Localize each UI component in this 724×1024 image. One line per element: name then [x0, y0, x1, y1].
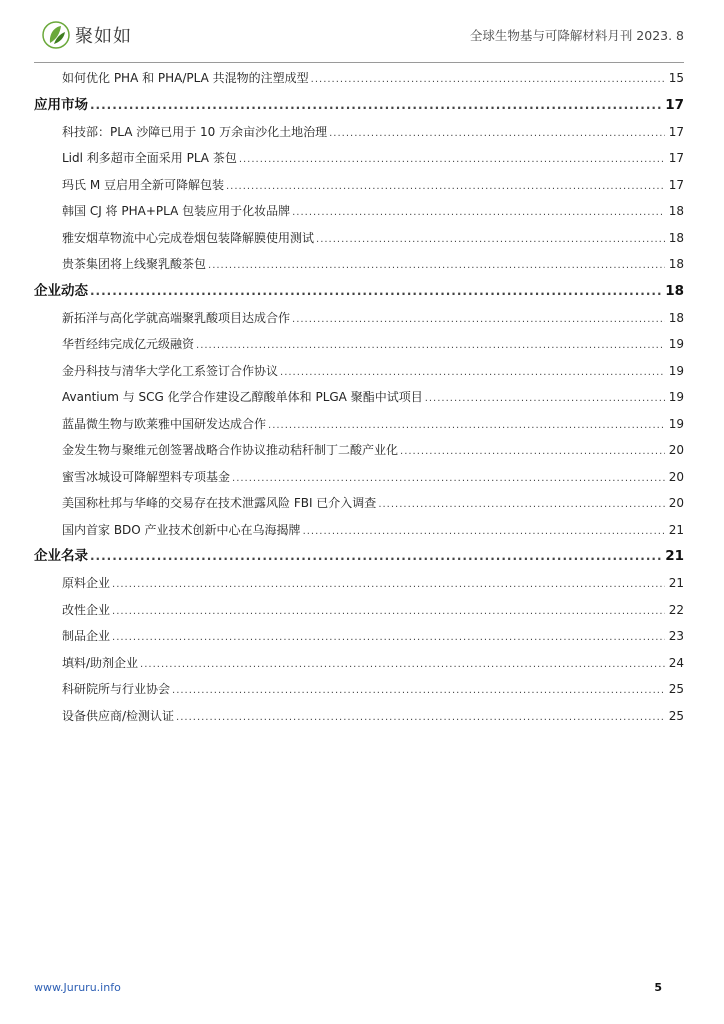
- dot-leader: [239, 149, 665, 171]
- toc-page-number: 18: [668, 230, 684, 245]
- dot-leader: [400, 441, 665, 463]
- toc-page-number: 17: [668, 177, 684, 192]
- dot-leader: [176, 707, 665, 729]
- toc-entry-title: 贵茶集团将上线聚乳酸茶包: [62, 253, 208, 275]
- dot-leader: [90, 280, 661, 302]
- dot-leader: [292, 309, 665, 331]
- toc-entry-title: 金丹科技与清华大学化工系签订合作协议: [62, 360, 280, 382]
- toc-entry-title: 金发生物与聚维元创签署战略合作协议推动秸秆制丁二酸产业化: [62, 439, 400, 461]
- toc-entry-title: 如何优化 PHA 和 PHA/PLA 共混物的注塑成型: [62, 67, 311, 89]
- toc-entry-title: 玛氏 M 豆启用全新可降解包装: [62, 174, 226, 196]
- toc-page-number: 18: [668, 310, 684, 325]
- toc-entry[interactable]: [34, 492, 684, 519]
- toc-page-number: 25: [668, 682, 684, 696]
- toc-entry-title: 原料企业: [62, 572, 112, 594]
- toc-entry[interactable]: [34, 519, 684, 546]
- toc-page-number: 19: [668, 363, 684, 378]
- toc-entry-title: Lidl 利多超市全面采用 PLA 茶包: [62, 147, 239, 169]
- toc-entry[interactable]: [34, 253, 684, 280]
- toc-page-number: 17: [668, 151, 684, 165]
- toc-section-heading[interactable]: [34, 94, 684, 121]
- dot-leader: [112, 574, 665, 596]
- page-header: [34, 16, 684, 63]
- toc-page-number: 19: [668, 390, 684, 404]
- toc-page-number: 21: [668, 522, 684, 537]
- dot-leader: [90, 94, 661, 116]
- toc-entry-title: 设备供应商/检测认证: [62, 705, 176, 727]
- dot-leader: [112, 601, 665, 623]
- toc-page-number: 23: [668, 629, 684, 643]
- toc-entry[interactable]: [34, 147, 684, 174]
- dot-leader: [303, 521, 665, 543]
- toc-entry[interactable]: [34, 67, 684, 94]
- toc-entry[interactable]: [34, 360, 684, 387]
- toc-entry[interactable]: [34, 678, 684, 705]
- toc-entry-title: 科研院所与行业协会: [62, 678, 172, 700]
- toc-page-number: 19: [668, 416, 684, 431]
- toc-entry[interactable]: [34, 705, 684, 732]
- dot-leader: [90, 545, 661, 567]
- dot-leader: [112, 627, 665, 649]
- toc-entry-title: 华哲经纬完成亿元级融资: [62, 333, 196, 355]
- toc-entry[interactable]: [34, 386, 684, 413]
- dot-leader: [378, 494, 664, 516]
- toc-entry[interactable]: [34, 121, 684, 148]
- toc-entry[interactable]: [34, 599, 684, 626]
- toc-page-number: 21: [668, 576, 684, 590]
- toc-entry-title: 新拓洋与高化学就高端聚乳酸项目达成合作: [62, 307, 292, 329]
- leaf-logo-icon: [41, 20, 71, 50]
- toc-entry[interactable]: [34, 466, 684, 493]
- toc-section-title: 企业名录: [34, 545, 90, 567]
- toc-entry[interactable]: [34, 333, 684, 360]
- toc-section-title: 应用市场: [34, 94, 90, 116]
- toc-page-number: 25: [668, 708, 684, 723]
- website-link[interactable]: www.Jururu.info: [34, 981, 121, 994]
- dot-leader: [311, 69, 665, 91]
- toc-page-number: 22: [668, 602, 684, 617]
- logo: [41, 20, 132, 50]
- toc-entry-title: 制品企业: [62, 625, 112, 647]
- toc-entry-title: Avantium 与 SCG 化学合作建设乙醇酸单体和 PLGA 聚酯中试项目: [62, 386, 425, 408]
- toc-entry-title: 国内首家 BDO 产业技术创新中心在乌海揭牌: [62, 519, 303, 541]
- toc-entry-title: 韩国 CJ 将 PHA+PLA 包装应用于化妆品牌: [62, 200, 292, 222]
- toc-section-title: 企业动态: [34, 280, 90, 302]
- toc-entry-title: 改性企业: [62, 599, 112, 621]
- toc-entry-title: 雅安烟草物流中心完成卷烟包装降解膜使用测试: [62, 227, 316, 249]
- toc-section-heading[interactable]: [34, 280, 684, 307]
- toc-entry-title: 填料/助剂企业: [62, 652, 140, 674]
- toc-entry-title: 美国称杜邦与华峰的交易存在技术泄露风险 FBI 已介入调查: [62, 492, 378, 514]
- toc-page-number: 20: [668, 496, 684, 510]
- dot-leader: [268, 415, 665, 437]
- toc-entry[interactable]: [34, 572, 684, 599]
- toc-entry[interactable]: [34, 200, 684, 227]
- toc-entry[interactable]: [34, 652, 684, 679]
- toc-page-number: 15: [668, 71, 684, 85]
- toc-entry-title: 蜜雪冰城设可降解塑料专项基金: [62, 466, 232, 488]
- dot-leader: [208, 255, 665, 277]
- dot-leader: [425, 388, 665, 410]
- toc-page-number: 18: [665, 282, 684, 299]
- table-of-contents: [34, 67, 684, 731]
- toc-entry[interactable]: [34, 174, 684, 201]
- dot-leader: [316, 229, 665, 251]
- dot-leader: [280, 362, 665, 384]
- toc-page-number: 19: [668, 337, 684, 351]
- toc-page-number: 17: [665, 96, 684, 113]
- toc-page-number: 20: [668, 469, 684, 484]
- toc-entry[interactable]: [34, 625, 684, 652]
- publication-title: 全球生物基与可降解材料月刊 2023. 8: [469, 28, 684, 43]
- toc-page-number: 18: [668, 204, 684, 218]
- logo-text: 聚如如: [75, 26, 132, 47]
- toc-entry-title: 蓝晶微生物与欧莱雅中国研发达成合作: [62, 413, 268, 435]
- toc-page-number: 17: [668, 124, 684, 139]
- toc-entry[interactable]: [34, 227, 684, 254]
- toc-page-number: 20: [668, 443, 684, 457]
- page-number: 5: [654, 981, 662, 994]
- dot-leader: [329, 123, 665, 145]
- dot-leader: [232, 468, 665, 490]
- toc-entry[interactable]: [34, 439, 684, 466]
- dot-leader: [226, 176, 665, 198]
- toc-entry-title: 科技部：PLA 沙障已用于 10 万余亩沙化土地治理: [62, 121, 329, 143]
- dot-leader: [292, 202, 665, 224]
- toc-page-number: 18: [668, 257, 684, 271]
- dot-leader: [172, 680, 665, 702]
- toc-entry[interactable]: [34, 307, 684, 334]
- toc-entry[interactable]: [34, 413, 684, 440]
- dot-leader: [196, 335, 665, 357]
- toc-page-number: 24: [668, 655, 684, 670]
- dot-leader: [140, 654, 665, 676]
- toc-page-number: 21: [665, 548, 684, 564]
- toc-section-heading[interactable]: [34, 545, 684, 572]
